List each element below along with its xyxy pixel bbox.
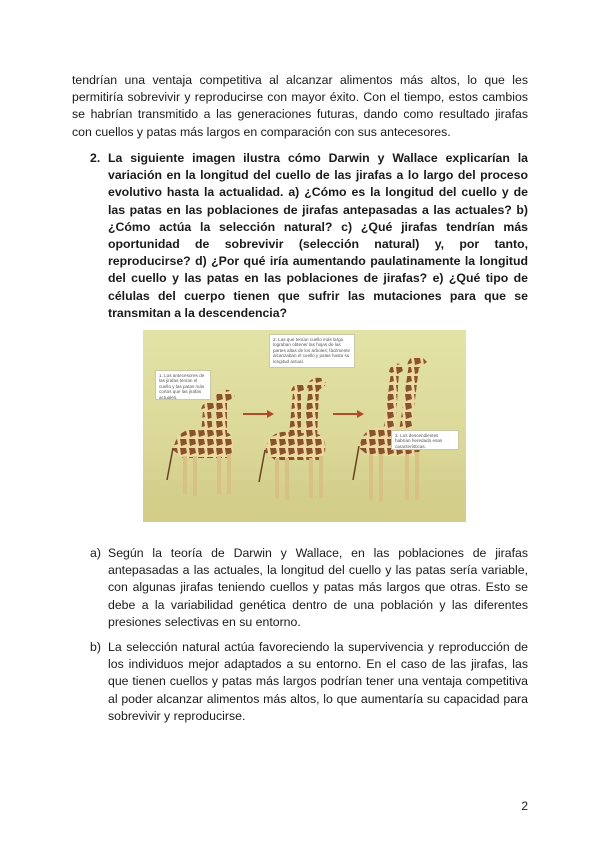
answer-marker: a) — [90, 546, 101, 560]
question-2 — [90, 150, 528, 322]
answer-b — [90, 639, 528, 725]
question-number: 2. — [90, 151, 101, 165]
intro-paragraph: tendrían una ventaja competitiva al alcanzar alimentos más altos, lo que les permitiría sobrevivir y reproducirse con mayor éxito. Con el tiempo, estos cambios se habrían transmitido a las generaciones futuras, dando como resultado jirafas con cuellos y patas más largos en comparación con sus antecesores. — [72, 73, 528, 139]
figure-caption-1: 1. Los antecesores de las jirafas tenían el cuello y las patas más cortos que las jirafas actuales. — [155, 370, 211, 400]
answer-text: Según la teoría de Darwin y Wallace, en las poblaciones de jirafas antepasadas a las actuales, la longitud del cuello y las patas sería variable, con algunas jirafas teniendo cuellos y patas más largos que otras. Esto se debe a la variabilidad genética dentro de una población y las diferentes presiones selectivas en su entorno. — [108, 546, 528, 629]
giraffe-evolution-figure — [143, 330, 466, 522]
page-number: 2 — [521, 799, 528, 813]
figure-caption-2: 2. Las que tenían cuello más largo lograban obtener las hojas de las partes altas de los árboles; fácilmente alcanzaban el cuello y patas hasta su longitud actual. — [269, 334, 355, 368]
arrow-right-icon — [333, 410, 364, 418]
question-text: La siguiente imagen ilustra cómo Darwin y Wallace explicarían la variación en la longitud del cuello de las jirafas a lo largo del proceso evolutivo hasta la actualidad. a) ¿Cómo es la longitud del cuello y de las patas en las poblaciones de jirafas antepasadas a las actuales? b) ¿Cómo actúa la selección natural? c) ¿Qué jirafas tendrían más oportunidad de sobrevivir (selección natural) y, por tanto, reproducirse? d) ¿Por qué iría aumentando paulatinamente la longitud del cuello y las patas en las poblaciones de jirafas? e) ¿Qué tipo de células del cuerpo tienen que sufrir las mutaciones para que se transmitan a la descendencia? — [108, 151, 528, 320]
figure-caption-3: 3. Los descendientes habrían heredado esas características. — [391, 430, 459, 450]
answer-text: La selección natural actúa favoreciendo la supervivencia y reproducción de los individuos mejor adaptados a su entorno. En el caso de las jirafas, las que tienen cuellos y patas más largos podrían tener una ventaja competitiva al poder alcanzar alimentos más altos, lo que aumentaría su capacidad para sobrevivir y reproducirse. — [108, 640, 528, 723]
answer-marker: b) — [90, 640, 101, 654]
answer-a — [90, 545, 528, 631]
arrow-right-icon — [243, 410, 274, 418]
